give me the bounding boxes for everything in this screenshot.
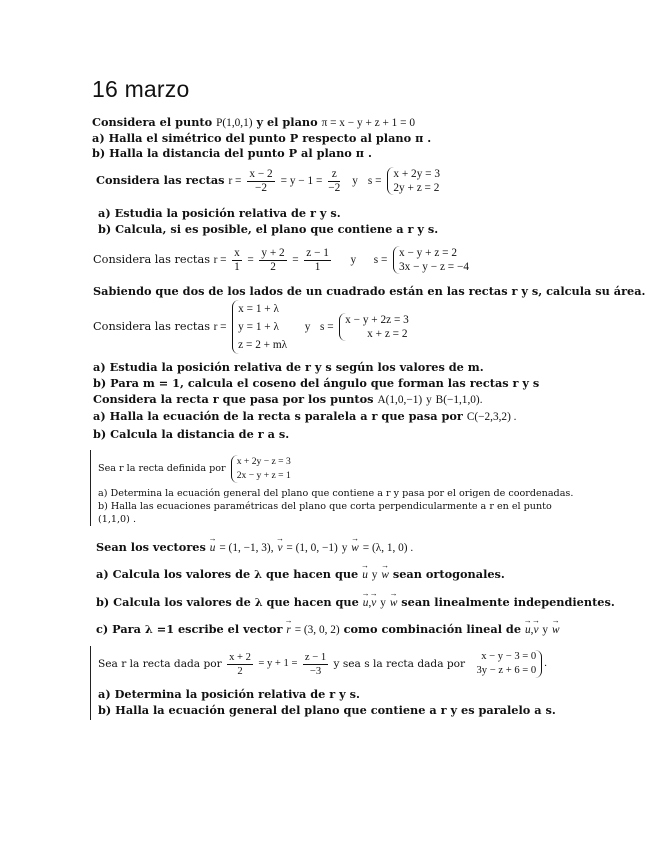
p6-left-rule <box>90 450 91 526</box>
p2-y: y <box>352 175 358 187</box>
p8-statement: Sea r la recta dada por $\frac{x + 2}{2}$ = y + 1 = $\frac{z - 1}{-3}$ y sea s la recta dada por x − y − 3 = 0 3y − z + 6 = 0 . <box>98 651 547 677</box>
p2-s-lhs: s = <box>367 175 382 187</box>
p3-intro: Considera las rectas <box>93 253 210 266</box>
p1-question-a: a) Halla el simétrico del punto P respecto al plano π . <box>92 131 432 145</box>
p2-r-lhs: r = <box>228 175 242 187</box>
p4-question-a: a) Estudia la posición relativa de r y s según los valores de m. <box>93 360 484 374</box>
p4-r-lhs: r = <box>213 321 227 333</box>
p3-question: Sabiendo que dos de los lados de un cuadrado están en las rectas r y s, calcula su área. <box>93 284 646 298</box>
p1-point: P(1,0,1) <box>216 117 253 129</box>
p7-question-c: c) Para λ =1 escribe el vector → r = (3, 0, 2) como combinación lineal de → u,→ v y → w <box>96 622 560 637</box>
p4-y: y <box>304 321 311 333</box>
p7-question-a: a) Calcula los valores de λ que hacen que → u y → w sean ortogonales. <box>96 567 505 582</box>
p4-question-b: b) Para m = 1, calcula el coseno del ángulo que forman las rectas r y s <box>93 376 540 390</box>
p8-left-rule <box>90 646 91 720</box>
p5-intro: Considera la recta r que pasa por los puntos <box>93 392 374 406</box>
p7-v-value: = (1, 0, −1) <box>286 542 338 554</box>
p7-vector-w: → w <box>351 541 359 555</box>
p1-intro: Considera el punto <box>92 115 213 129</box>
p3-fraction-1: $\frac{x}{1}$ <box>234 246 240 273</box>
p2-fraction-1: $\frac{x - 2}{-2}$ <box>249 167 273 194</box>
p6-question-b: b) Halla las ecuaciones paramétricas del plano que corta perpendicularmente a r en el punto <box>98 501 552 512</box>
p3-fraction-3: $\frac{z - 1}{1}$ <box>306 246 329 273</box>
p4-s-lhs: s = <box>319 321 334 333</box>
p5-point-b: B(−1,1,0). <box>435 394 483 406</box>
p7-vector-v: → v <box>277 541 282 555</box>
p8-mid2: y sea s la recta dada por <box>333 658 466 670</box>
p8-question-a: a) Determina la posición relativa de r y s. <box>98 687 360 701</box>
p4-statement <box>93 300 409 354</box>
p5-a-text: a) Halla la ecuación de la recta s paralela a r que pasa por <box>93 409 463 423</box>
p2-mid: = y − 1 = <box>280 175 323 187</box>
p3-s-lhs: s = <box>373 254 388 266</box>
page-title: 16 marzo <box>92 76 190 102</box>
p8-question-b: b) Halla la ecuación general del plano que contiene a r y es paralelo a s. <box>98 703 556 717</box>
p5-question-a <box>93 409 517 424</box>
p5-y: y <box>426 394 432 406</box>
p2-question-b: b) Calcula, si es posible, el plano que contiene a r y s. <box>98 222 439 236</box>
p6-question-b-point: (1,1,0) . <box>98 514 136 525</box>
p3-system-s: x − y + z = 2 3x − y − z = −4 <box>393 246 469 274</box>
p6-intro: Sea r la recta definida por <box>98 463 226 474</box>
p7-y: y <box>341 542 348 554</box>
p2-intro: Considera las rectas <box>96 173 225 187</box>
p8-intro: Sea r la recta dada por <box>98 658 222 670</box>
p5-point-c: C(−2,3,2) . <box>466 411 517 423</box>
p6-question-a: a) Determina la ecuación general del plano que contiene a r y pasa por el origen de coordenadas. <box>98 488 574 499</box>
p6-system: x + 2y − z = 3 2x − y + z = 1 <box>231 455 291 483</box>
p5-point-a: A(1,0,−1) <box>377 394 423 406</box>
p7-u-value: = (1, −1, 3), <box>219 542 274 554</box>
p5-statement <box>93 392 483 407</box>
p1-statement <box>92 115 415 130</box>
p1-question-b: b) Halla la distancia del punto P al plano π . <box>92 146 372 160</box>
p3-y: y <box>350 254 357 266</box>
p7-question-b: b) Calcula los valores de λ que hacen que → u,→ v y → w sean linealmente independientes. <box>96 595 615 610</box>
p7-statement <box>96 540 413 555</box>
p1-plane: π = x − y + z + 1 = 0 <box>321 117 415 129</box>
p8-mid: = y + 1 = <box>258 658 298 669</box>
p7-w-value: = (λ, 1, 0) . <box>362 542 414 554</box>
p6-statement <box>98 455 291 483</box>
p4-intro: Considera las rectas <box>93 320 210 333</box>
p3-r-lhs: r = <box>213 254 227 266</box>
p1-mid: y el plano <box>256 115 318 129</box>
p5-question-b: b) Calcula la distancia de r a s. <box>93 427 290 441</box>
p8-fraction-1: $\frac{x + 2}{2}$ <box>229 651 251 677</box>
p3-fraction-2: $\frac{y + 2}{2}$ <box>261 246 285 273</box>
p8-system-s: x − y − 3 = 0 3y − z + 6 = 0 <box>477 650 543 678</box>
p4-system-r: x = 1 + λ y = 1 + λ z = 2 + mλ <box>232 300 287 354</box>
p3-statement: Considera las rectas r = $\frac{x}{1}$ = $\frac{y + 2}{2}$ = $\frac{z - 1}{1}$ y s = x − y + z = 2 3x − y − z = −4 <box>93 246 470 273</box>
p8-fraction-2: $\frac{z - 1}{-3}$ <box>304 651 327 677</box>
p2-system-s: x + 2y = 3 2y + z = 2 <box>387 167 440 195</box>
p2-question-a: a) Estudia la posición relativa de r y s. <box>98 206 341 220</box>
p2-fraction-2: $\frac{z}{-2}$ <box>328 167 341 194</box>
p2-statement <box>96 167 440 195</box>
p4-system-s: x − y + 2z = 3 x + z = 2 <box>339 313 409 341</box>
p7-intro: Sean los vectores <box>96 540 206 554</box>
p7-vector-u: → u <box>210 541 216 555</box>
